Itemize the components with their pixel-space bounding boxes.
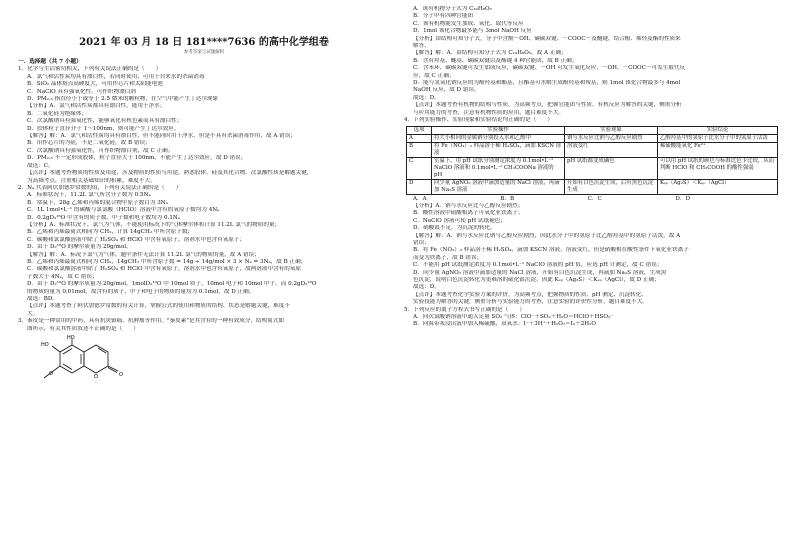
text-line: 故选：D。 <box>413 94 440 101</box>
text-line: C．次氯酸钠具有强氧化性，可作织物漂白剂，故 C 正确； <box>27 147 174 154</box>
text-line: B．酸性溶液中硝酸根离子可氧化亚铁离子； <box>413 210 524 217</box>
table-cell: B <box>407 142 432 157</box>
text-line: 图所示，有关其性质叙述不正确的是（ ） <box>27 325 139 332</box>
text-line: 大。 <box>27 310 39 317</box>
text-line: 【分析】由结构可知分子式，分子中含酚－OH、碳碳双键、－COOC－及醚键，结合酚、烯烃及酯的性质来 <box>413 35 681 42</box>
text-line: 故选：BD。 <box>27 296 58 302</box>
text-line: B．用作芯片的为硅，不是二氧化硅，故 B 错误； <box>27 140 151 147</box>
table-cell: C <box>407 157 432 179</box>
left-question-text <box>18 66 390 333</box>
text-line: 【点评】本题考查有机物的结构与性质，为高频考点，把握官能团与性质、有机反应为解答的关键，侧重分析 <box>413 102 682 109</box>
lactone-ring <box>84 345 108 373</box>
text-line: B．SiO₂ 晶体熔点高硬度大，可用作芯片和太阳能电池 <box>27 81 163 88</box>
text-line: D．由于 D₂¹⁶O 的摩尔质量为 20g/mol，1molD₂¹⁶O 中 10mol 质子，10mol 电子和 10mol 中子，而 0.2gD₂¹⁶O <box>27 281 317 288</box>
text-line: 5．下列反应的离子方程式书写正确的是（ ） <box>404 306 526 313</box>
atom-label: HO <box>67 335 75 342</box>
table-cell: 可以用 pH 试纸的颜色与标准比色卡比较，从而判断 HClO 和 CH₃COOH 的酸性强弱 <box>658 157 778 179</box>
table-row <box>407 179 778 194</box>
text-line: 实验技能为解答的关键，侧重分析与实验能力的考查，注意实验的评价性分析，题目难度不大。 <box>413 299 648 306</box>
text-line: 故选：D。 <box>413 284 440 291</box>
atom-label: O <box>119 372 123 379</box>
text-line: D．胶体粒子直径介于 1～100nm，则可能产生丁达尔效应。 <box>27 125 180 132</box>
text-line: D．PM₂.₅ 指直径小于或等于 2.5 微米的颗粒物，在空气中能产生丁达尔现象 <box>27 96 219 103</box>
text-line: C．碳酸和氯氯酸溶液中除了 H₂SO₄ 和 HClO 中含有氧原子，溶剂水中也含有氧原子； <box>27 236 246 243</box>
text-line: 【解答】解：A．标况下氯气为气体，题中条件无法计算 11.2L 氯气的物质的量，故 A 错误； <box>27 251 260 258</box>
right-analysis-text <box>404 203 780 329</box>
table-cell: 向少量 AgNO₃ 溶液中滴加适量的 NaCl 溶液，再滴加 Na₂S 溶液 <box>432 179 565 194</box>
atom-label: O <box>49 371 53 378</box>
text-line: 【解答】解：A．由结构可知分子式为 C₁₀H₈O₅，故 A 正确； <box>413 50 567 57</box>
experiment-table <box>406 126 778 195</box>
answer-options <box>404 196 780 203</box>
text-line: C．该有机物能发生加成、氧化、取代等反应 <box>413 20 524 27</box>
text-line: 【解答】解：A．氯气和活性炭均具有漂白性，但不能同时用于净水，但是不具有杀菌消毒作用，故 A 错误； <box>27 133 296 140</box>
option-a: A．A <box>413 195 427 202</box>
text-line: A．标准状况下，11.2L 氯气所含分子数为 0.5Nₐ <box>27 192 151 199</box>
text-line: C．NaClO 溶液可使 pH 试纸褪色； <box>413 217 506 224</box>
text-line: 【点评】本题考查化学实验方案的评价，为高频考点，把握物质的性质、pH 测定、沉淀转化、 <box>413 291 647 298</box>
option-c: C．C <box>587 195 602 202</box>
text-line: D．向少量 AgNO₃ 溶液中滴加适量的 NaCl 溶液，开始有白色沉淀生成，再滴加 Na₂S 溶液，生成黑 <box>413 269 667 276</box>
text-line: B．乙烯和丙烯最简式相同为 CH₂，计算 14gCH₂ 中所含原子数； <box>27 229 194 236</box>
text-line: D．PM₂.₅ 不一定形成胶体，粒子直径大于 100nm，不能产生丁达尔效应，故 D 错误； <box>27 155 247 162</box>
text-line: B．分子中有四种官能团 <box>413 13 474 20</box>
text-line: A．氯气和活性炭均具有漂白性，若同时使用，可用于自来水的杀菌消毒 <box>27 73 205 80</box>
text-line: C．1L 1mol•L⁻¹ 的碳酸与氯氯酸（HClO）溶液中含有的氧原子数均为 4Nₐ <box>27 207 220 214</box>
text-line: B．二氧化硅为绝缘体； <box>27 110 88 117</box>
text-line: NaOH 反应，故 D 错误。 <box>413 87 480 94</box>
text-line: B．向海带灰浸出液中加入稀硫酸、双氧水：I⁻＋3H⁺＋H₂O₂＝I₂＋2H₂O <box>413 321 596 328</box>
table-header: 实验现象 <box>565 126 658 134</box>
table-cell: pH 试纸都变成碱色 <box>565 157 658 179</box>
text-line: D．1mol 该化合物最多能与 3mol NaOH 反应 <box>413 28 532 35</box>
table-cell: 将 Fe（NO₃）₂ 样品溶于稀 H₂SO₄，滴加 KSCN 溶液 <box>432 142 565 157</box>
table-cell: A <box>407 134 432 142</box>
text-line: 【分析】A．标准状况下，氯气为气体，不能使用标况下的气体摩尔体积计算 11.2L 氯气的物质的量； <box>27 221 281 228</box>
table-row <box>407 157 778 179</box>
text-line: 错误； <box>413 239 430 246</box>
right-question-text <box>404 6 780 125</box>
text-line: B．含有羟基、醚基、碳碳双键以及酯键 4 种官能团，故 B 正确； <box>413 57 578 64</box>
text-line: B．常温下，28g 乙烯和丙烯的混合物中原子数目为 3Nₐ <box>27 199 168 206</box>
text-line: B．乙烯和丙烯最简式相同为 CH₂，14gCH₂ 中所含原子数 = 14g ÷ 14g/mol × 3 × Nₐ = 3Nₐ，故 B 正确； <box>27 258 307 265</box>
text-line: C．碳酸和氯氯酸溶液中除了 H₂SO₄ 和 HClO 中含有氧原子，溶剂水中也含有氧原子，故两溶液中含有的氧原 <box>27 266 302 273</box>
qinpi-structure-diagram <box>38 334 138 390</box>
table-cell: Kₛₚ（Ag₂S）＜Kₛₚ（AgCl） <box>658 179 778 194</box>
text-line: 4．下列实验操作、实验现象和实验结论均正确的是（ ） <box>404 117 553 124</box>
text-line: 【点评】本题考查物质的性质及用途，涉及物质的性质与用途，熟悉胶体、硅及其化合物、次氯酸性质是解题关键， <box>27 170 313 177</box>
text-line: 应，故 C 正确； <box>413 72 455 79</box>
text-line: C．含苯环、碳碳双键可发生加成反应，碳碳双键、－OH 可发生氧化反应，－OH、－COOC－可发生取代反 <box>413 65 686 72</box>
table-cell: 室温下，用 pH 试纸分别测定浓度为 0.1mol•L⁻¹ NaClO 溶液和 0.1mol•L⁻¹ CH₃COONa 溶液的 pH <box>432 157 565 179</box>
table-cell: 钠与水反应比钠与乙醇反应剧烈 <box>565 134 658 142</box>
text-line: 而变为铁离子，故 B 错误； <box>413 254 483 261</box>
text-line: D．由于 D₂¹⁶O 的摩尔质量为 20g/mol。 <box>27 244 132 251</box>
text-line: C．不能用 pH 试纸测定浓度为 0.1mol•L⁻¹ NaClO 溶液的 pH 值，应选 pH 计测定，故 C 错误； <box>413 262 663 269</box>
table-header-row <box>407 126 778 134</box>
text-line: 故选：C。 <box>27 162 54 169</box>
text-line: 色沉淀，说明白色沉淀转化为更难溶的硫化银沉淀，因此 Kₛₚ（Ag₂S）＜Kₛₚ（AgCl），故 D 正确； <box>413 276 660 283</box>
atom-label: HO <box>41 342 49 349</box>
text-line: A．向次氯酸钠溶液中通入足量 SO₂ 气体：ClO⁻＋SO₂＋H₂O＝HClO＋HSO₃⁻ <box>413 314 614 320</box>
text-line: 【分析】A．钠与水反应比与乙醇反应剧烈； <box>413 202 524 209</box>
right-column <box>404 6 780 329</box>
benzene-ring <box>60 345 84 373</box>
text-line: D．0.2gD₂¹⁶O 中含有的质子数、中子数和电子数均为 0.1Nₐ <box>27 214 180 221</box>
table-cell: D <box>407 179 432 194</box>
text-line: B．将 Fe（NO₃）₂ 样品溶于稀 H₂SO₄，滴加 KSCN 溶液，溶液变红，但是硝酸根在酸性条件下氧化亚铁离子 <box>413 247 689 254</box>
option-d: D．D <box>675 195 690 202</box>
section-heading: 一．选择题（共 7 小题） <box>18 59 82 65</box>
option-b: B．B <box>500 195 515 202</box>
text-line: D．能与氢氧化钠反应的为酚羟基和酯基，且酯基可水解生成酚羟基和羧基，则 1mol 该化合物最多与 4mol <box>413 80 681 87</box>
text-line: C．NaClO 具有强氧化性，可作织物漂白剂 <box>27 88 136 95</box>
table-cell: 乙醇羟基中的氢原子比水分子中的氢原子活泼 <box>658 134 778 142</box>
atom-label: O <box>94 374 98 381</box>
text-line: D．硝酸银不足，为沉淀的转化。 <box>413 225 496 232</box>
text-line: A．该有机物分子式为 C₁₀H₈O₅ <box>413 6 492 12</box>
table-row <box>407 142 778 157</box>
table-cell: 将大小相同的金属钠分别投入水和乙醇中 <box>432 134 565 142</box>
table-cell: 稀硫酸能氧化 Fe²⁺ <box>658 142 778 157</box>
text-line: 【分析】A．氯气和活性炭都具有漂白性，能用于净水； <box>27 103 166 110</box>
table-header: 实验结论 <box>658 126 778 134</box>
table-cell: 溶液变红 <box>565 142 658 157</box>
text-line: 【解答】解：A．钠与水反应比钠与乙醇反应剧烈，因此水分子中的氢原子比乙醇羟基中的氢原子活泼，故 A <box>413 232 681 239</box>
text-line: 与应用能力的考查，注意有机物性质的应用，题目难度不大。 <box>413 109 565 116</box>
text-line: 1．化学与生活密切相关，下列有关说法正确的是（ ） <box>18 66 162 73</box>
left-column <box>18 14 390 390</box>
text-line: 子数大于 4Nₐ，故 C 错误； <box>27 273 98 280</box>
table-row <box>407 134 778 142</box>
page-title: 2021 年 03 月 18 日 181****7636 的高中化学组卷 <box>79 37 329 48</box>
text-line: 的物质的量为 0.01mol，故含有的质子、中子和电子的物质的量均为 0.1mol，故 D 正确； <box>27 288 255 295</box>
table-header: 实验操作 <box>432 126 565 134</box>
page-subtitle: 参考答案与试题解析 <box>183 50 225 55</box>
text-line: C．次氯酸钠具有强氧化性，能够氧化有机色素而具有漂白性； <box>27 118 183 125</box>
table-cell: 开始有白色沉淀生成，后有黑色沉淀生成 <box>565 179 658 194</box>
text-line: 为高频考点，注重相关基础知识的积累，难度不大。 <box>27 177 156 184</box>
table-header: 选项 <box>407 126 432 134</box>
text-line: 解答。 <box>413 43 430 50</box>
text-line: 2．Nₐ 代表阿伏加德罗常数的值，下列有关说法正确的是（ ） <box>18 184 182 191</box>
text-line: 3．秦皮是一种常用的中药，具有抗炎镇痛、抗肿瘤等作用。"秦皮素"是其含有的一种有效成分，结构简式如 <box>18 318 285 325</box>
text-line: 【点评】本题考查了阿伏加德罗常数的有关计算，掌握公式的使用和物质的结构、状态是解题关键，难度不 <box>27 303 290 310</box>
